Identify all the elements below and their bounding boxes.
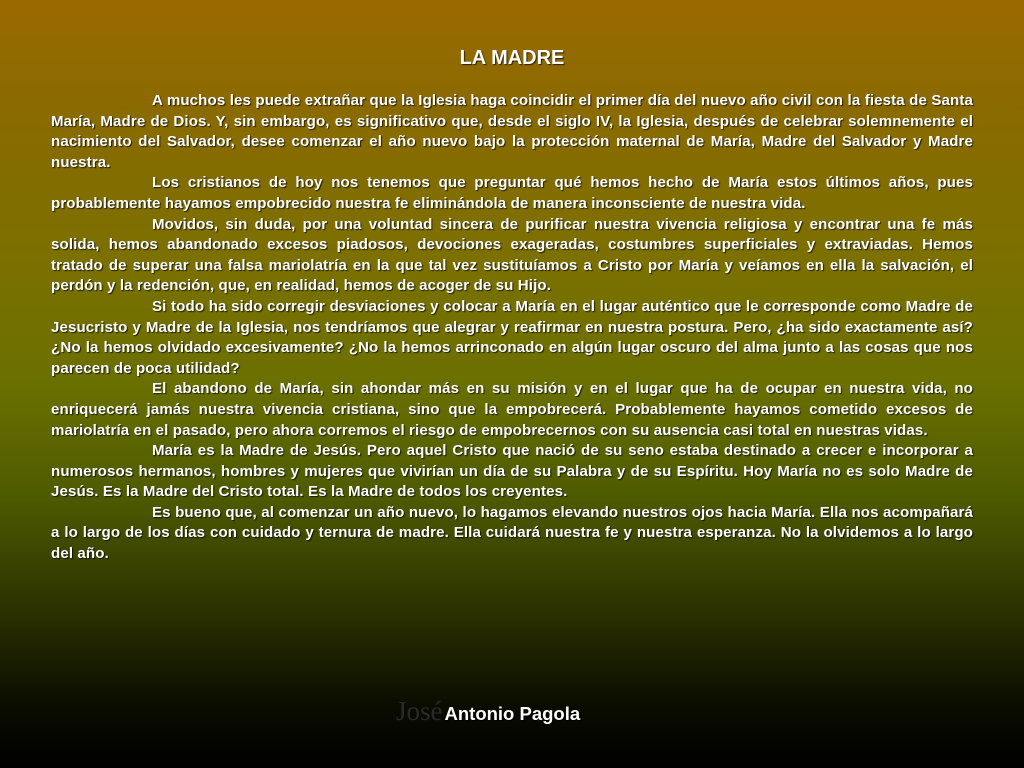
signature-name: Antonio Pagola [444, 703, 581, 724]
paragraph: Si todo ha sido corregir desviaciones y colocar a María en el lugar auténtico que le corresponde como Madre de Jesucristo y Madre de la Iglesia, nos tendríamos que alegrar y reafirmar en nuestra postura. Pero, ¿ha sido exactamente así? ¿No la hemos olvidado excesivamente? ¿No la hemos arrinconado en algún lugar oscuro del alma junto a las cosas que nos parecen de poca utilidad? [51, 297, 973, 377]
paragraph: María es la Madre de Jesús. Pero aquel Cristo que nació de su seno estaba destinado a crecer e incorporar a numerosos hermanos, hombres y mujeres que vivirían un día de su Palabra y de su Espíritu. Hoy María no es solo Madre de Jesús. Es la Madre del Cristo total. Es la Madre de todos los creyentes. [51, 442, 973, 501]
paragraph: El abandono de María, sin ahondar más en su misión y en el lugar que ha de ocupar en nuestra vida, no enriquecerá jamás nuestra vivencia cristiana, sino que la empobrecerá. Probablemente hayamos cometido excesos de mariolatría en el pasado, pero ahora corremos el riesgo de empobrecernos con su ausencia casi total en nuestras vidas. [51, 380, 973, 439]
signature-first-name: José [396, 696, 443, 726]
paragraph: Es bueno que, al comenzar un año nuevo, lo hagamos elevando nuestros ojos hacia María. Ella nos acompañará a lo largo de los días con cuidado y ternura de madre. Ella cuidará nuestra fe y nuestra esperanza. No la olvidemos a lo largo del año. [51, 503, 973, 563]
author-signature [396, 696, 580, 727]
slide-body [51, 91, 973, 565]
paragraph: Movidos, sin duda, por una voluntad sincera de purificar nuestra vivencia religiosa y encontrar una fe más solida, hemos abandonado excesos piadosos, devociones exageradas, costumbres superficiales y extraviadas. Hemos tratado de superar una falsa mariolatría en la que tal vez sustituíamos a Cristo por María y veíamos en ella la salvación, el perdón y la redención, que, en realidad, hemos de acoger de su Hijo. [51, 215, 973, 295]
slide-title: LA MADRE [459, 47, 565, 69]
paragraph: A muchos les puede extrañar que la Iglesia haga coincidir el primer día del nuevo año civil con la fiesta de Santa María, Madre de Dios. Y, sin embargo, es significativo que, desde el siglo IV, la Iglesia, después de celebrar solemnemente el nacimiento del Salvador, desee comenzar el año nuevo bajo la protección maternal de María, Madre del Salvador y Madre nuestra. [51, 92, 973, 171]
paragraph: Los cristianos de hoy nos tenemos que preguntar qué hemos hecho de María estos últimos años, pues probablemente hayamos empobrecido nuestra fe eliminándola de manera inconsciente de nuestra vida. [51, 174, 973, 212]
